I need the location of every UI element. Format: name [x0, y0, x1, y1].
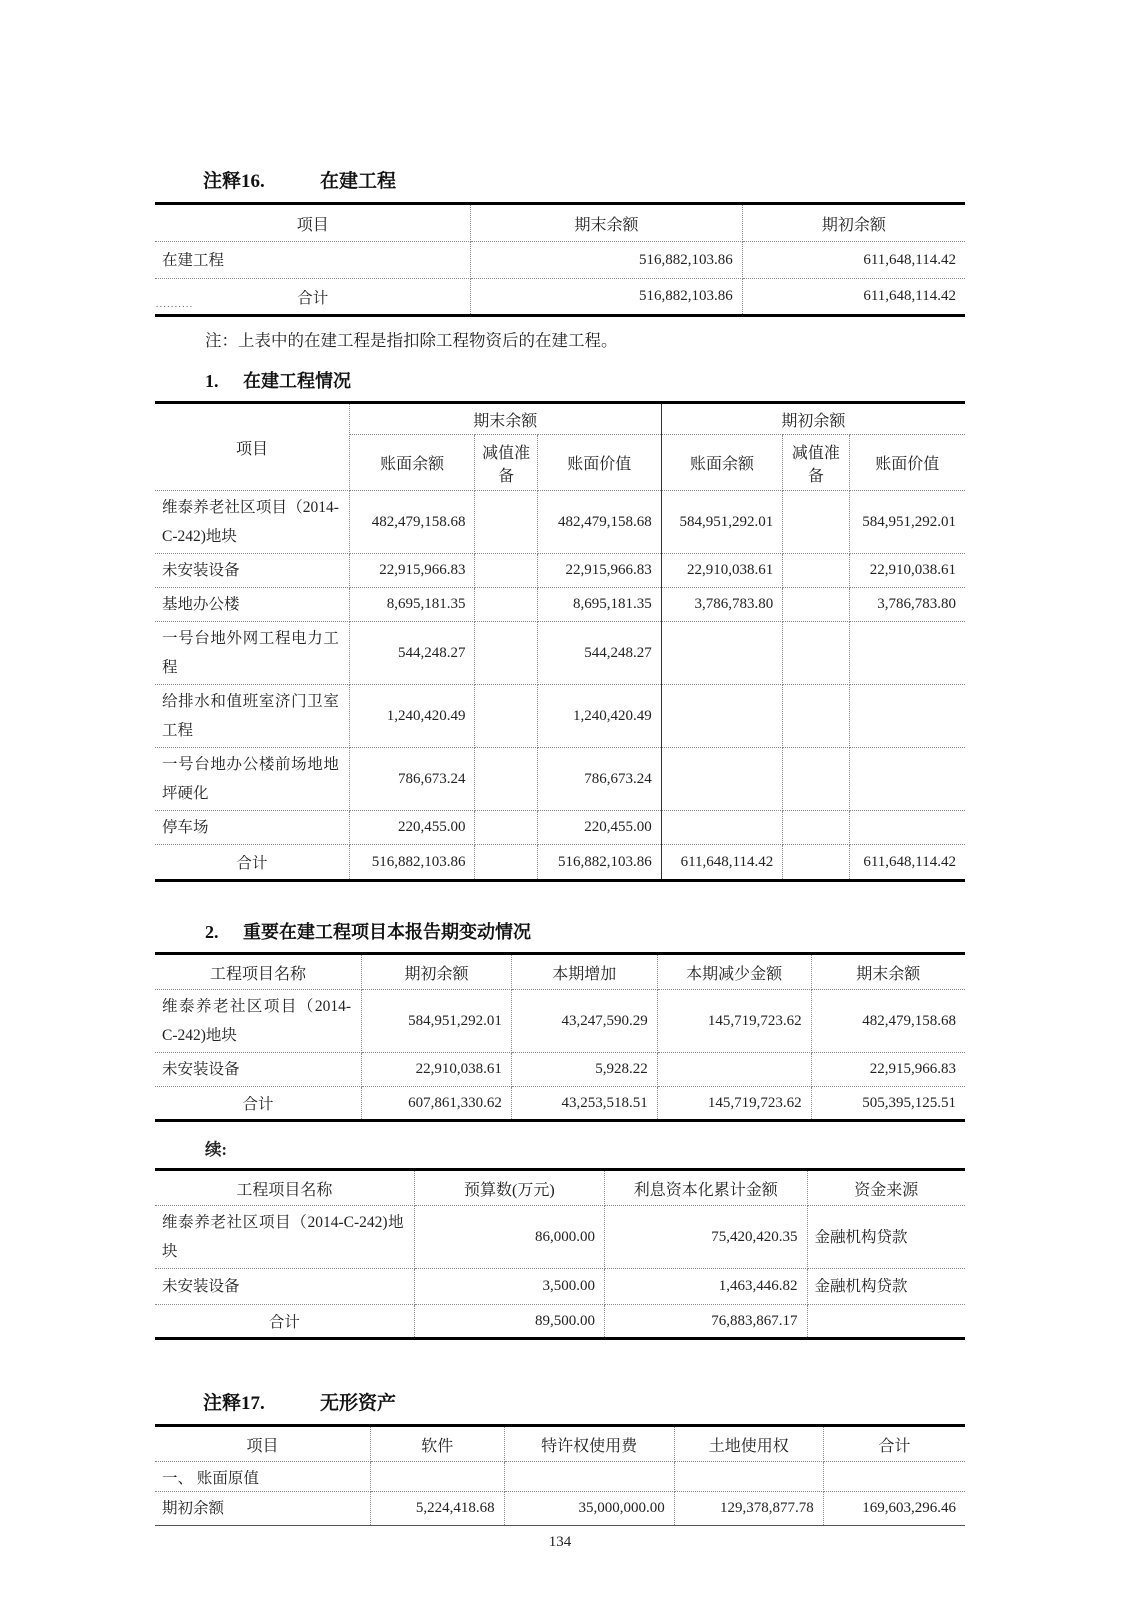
amount-cell: 22,915,966.83 [811, 1053, 965, 1087]
amount-cell: 22,915,966.83 [349, 554, 475, 588]
col-header-beginning: 期初余额 [742, 204, 965, 242]
amount-cell: 3,786,783.80 [661, 588, 783, 622]
amount-cell [661, 748, 783, 811]
document-page [155, 166, 965, 1551]
col-header-item: 项目 [155, 204, 471, 242]
row-label: 维泰养老社区项目（2014-C-242)地块 [155, 1206, 414, 1269]
col-header-impairment: 减值准备 [475, 435, 537, 491]
table-header-row [155, 403, 965, 435]
amount-cell [370, 1462, 504, 1492]
page-number: 134 [548, 1534, 572, 1550]
col-header-book-value: 账面价值 [537, 435, 661, 491]
table-row [155, 685, 965, 748]
amount-cell [475, 845, 537, 881]
row-label: 在建工程 [155, 242, 471, 279]
amount-cell [783, 491, 849, 554]
amount-cell [475, 491, 537, 554]
amount-cell: 505,395,125.51 [862, 1094, 956, 1111]
amount-cell: 169,603,296.46 [862, 1500, 956, 1516]
amount-cell: 3,500.00 [414, 1269, 604, 1305]
amount-cell: 22,910,038.61 [362, 1053, 512, 1087]
amount-cell: 1,463,446.82 [605, 1269, 808, 1305]
col-header-budget: 预算数(万元) [414, 1170, 604, 1206]
amount-cell: 516,882,103.86 [537, 845, 661, 881]
amount-cell: 8,695,181.35 [537, 588, 661, 622]
section-row [155, 1462, 965, 1492]
amount-cell [849, 622, 965, 685]
table-header-row [155, 1426, 965, 1462]
amount-cell: 516,882,103.86 [471, 242, 742, 279]
col-header-impairment: 减值准备 [783, 435, 849, 491]
amount-cell: 607,861,330.62 [362, 1087, 512, 1121]
table-row [155, 554, 965, 588]
note16-footnote: 注：上表中的在建工程是指扣除工程物资后的在建工程。 [205, 331, 618, 350]
col-header-ending: 期末余额 [811, 954, 965, 990]
section1-title: 在建工程情况 [243, 371, 351, 391]
total-row [155, 845, 965, 881]
amount-cell: 611,648,114.42 [863, 288, 956, 304]
amount-cell: 544,248.27 [349, 622, 475, 685]
amount-cell: 482,479,158.68 [537, 491, 661, 554]
amount-cell: 584,951,292.01 [661, 491, 783, 554]
amount-cell: 22,910,038.61 [661, 554, 783, 588]
amount-cell: 89,500.00 [414, 1305, 604, 1339]
col-header-beginning: 期初余额 [362, 954, 512, 990]
amount-cell: 611,648,114.42 [661, 845, 783, 881]
amount-cell: 220,455.00 [349, 811, 475, 845]
col-group-ending: 期末余额 [349, 403, 661, 435]
note17-label: 注释17. [203, 1393, 265, 1414]
col-header-book-value: 账面价值 [849, 435, 965, 491]
row-label: 期初余额 [155, 1492, 370, 1526]
amount-cell [849, 748, 965, 811]
revision-marker: .......... [156, 299, 194, 309]
amount-cell: 584,951,292.01 [849, 491, 965, 554]
table-row [155, 622, 965, 685]
funding-source-cell: 金融机构贷款 [807, 1206, 965, 1269]
table-row [155, 1053, 965, 1087]
amount-cell: 22,915,966.83 [537, 554, 661, 588]
col-group-beginning: 期初余额 [661, 403, 965, 435]
table-header-row [155, 1170, 965, 1206]
amount-cell [849, 811, 965, 845]
amount-cell [475, 685, 537, 748]
row-label: 一号台地办公楼前场地地坪硬化 [155, 748, 349, 811]
amount-cell [674, 1462, 823, 1492]
table-header-row [155, 204, 965, 242]
amount-cell [661, 811, 783, 845]
col-header-land-use-right: 土地使用权 [674, 1426, 823, 1462]
amount-cell: 5,224,418.68 [370, 1492, 504, 1526]
amount-cell [783, 685, 849, 748]
amount-cell: 145,719,723.62 [657, 990, 811, 1053]
col-header-book-balance: 账面余额 [349, 435, 475, 491]
amount-cell [661, 622, 783, 685]
row-label: 停车场 [155, 811, 349, 845]
col-header-total: 合计 [823, 1426, 965, 1462]
note16-heading [155, 166, 965, 193]
amount-cell: 76,883,867.17 [605, 1305, 808, 1339]
col-header-increase: 本期增加 [511, 954, 657, 990]
col-header-item: 项目 [155, 1426, 370, 1462]
amount-cell: 786,673.24 [537, 748, 661, 811]
table-row [155, 588, 965, 622]
col-header-capitalized-interest: 利息资本化累计金额 [605, 1170, 808, 1206]
amount-cell [475, 588, 537, 622]
col-header-franchise-fee: 特许权使用费 [504, 1426, 674, 1462]
row-label: 未安装设备 [155, 1053, 362, 1087]
amount-cell: 43,253,518.51 [511, 1087, 657, 1121]
amount-cell: 5,928.22 [511, 1053, 657, 1087]
amount-cell: 611,648,114.42 [742, 242, 965, 279]
total-label: 合计 [297, 289, 329, 307]
amount-cell [783, 811, 849, 845]
col-header-item: 项目 [155, 403, 349, 491]
amount-cell [783, 748, 849, 811]
amount-cell: 3,786,783.80 [849, 588, 965, 622]
note17-heading [155, 1388, 965, 1415]
section2-number: 2. [205, 922, 219, 942]
table-row [155, 990, 965, 1053]
cip-detail-table [155, 401, 965, 882]
col-header-project-name: 工程项目名称 [155, 954, 362, 990]
amount-cell: 1,240,420.49 [537, 685, 661, 748]
funding-source-cell: 金融机构贷款 [807, 1269, 965, 1305]
table-row [155, 491, 965, 554]
cip-budget-table [155, 1168, 965, 1340]
intangible-assets-table [155, 1424, 965, 1526]
col-header-project-name: 工程项目名称 [155, 1170, 414, 1206]
table-header-row [155, 954, 965, 990]
table-row [155, 1492, 965, 1526]
total-label: 合计 [155, 845, 349, 881]
amount-cell: 1,240,420.49 [349, 685, 475, 748]
amount-cell: 86,000.00 [414, 1206, 604, 1269]
table-row [155, 811, 965, 845]
amount-cell [657, 1053, 811, 1087]
amount-cell: 584,951,292.01 [362, 990, 512, 1053]
amount-cell: 220,455.00 [537, 811, 661, 845]
total-row [155, 1305, 965, 1339]
col-header-decrease: 本期减少金额 [657, 954, 811, 990]
table-row [155, 1269, 965, 1305]
amount-cell [475, 811, 537, 845]
amount-cell: 35,000,000.00 [504, 1492, 674, 1526]
section1-number: 1. [205, 371, 219, 391]
amount-cell: 43,247,590.29 [511, 990, 657, 1053]
amount-cell: 129,378,877.78 [674, 1492, 823, 1526]
section2-heading [155, 918, 965, 944]
amount-cell: 544,248.27 [537, 622, 661, 685]
total-label-cell [155, 279, 471, 316]
row-label: 维泰养老社区项目（2014-C-242)地块 [155, 990, 362, 1053]
section1-heading [155, 367, 965, 393]
total-row [155, 279, 965, 316]
amount-cell: 516,882,103.86 [471, 279, 742, 316]
amount-cell [783, 554, 849, 588]
cip-summary-table [155, 202, 965, 317]
amount-cell [475, 554, 537, 588]
amount-cell: 611,648,114.42 [863, 853, 956, 870]
row-label: 一、 账面原值 [155, 1462, 370, 1492]
amount-cell [475, 622, 537, 685]
amount-cell [661, 685, 783, 748]
row-label: 未安装设备 [155, 1269, 414, 1305]
amount-cell: 22,910,038.61 [849, 554, 965, 588]
row-label: 给排水和值班室济门卫室工程 [155, 685, 349, 748]
amount-cell [504, 1462, 674, 1492]
col-header-ending: 期末余额 [471, 204, 742, 242]
row-label: 基地办公楼 [155, 588, 349, 622]
row-label: 一号台地外网工程电力工程 [155, 622, 349, 685]
section2-title: 重要在建工程项目本报告期变动情况 [243, 922, 531, 942]
amount-cell [783, 845, 849, 881]
table-row [155, 242, 965, 279]
row-label: 未安装设备 [155, 554, 349, 588]
amount-cell [823, 1462, 965, 1492]
amount-cell [783, 622, 849, 685]
col-header-book-balance: 账面余额 [661, 435, 783, 491]
amount-cell: 145,719,723.62 [657, 1087, 811, 1121]
table-row [155, 1206, 965, 1269]
amount-cell [849, 685, 965, 748]
note17-title: 无形资产 [320, 1393, 397, 1414]
total-row [155, 1087, 965, 1121]
continued-label: 续: [205, 1140, 227, 1159]
cip-changes-table [155, 952, 965, 1122]
amount-cell: 482,479,158.68 [811, 990, 965, 1053]
total-label: 合计 [155, 1087, 362, 1121]
amount-cell: 75,420,420.35 [605, 1206, 808, 1269]
col-header-software: 软件 [370, 1426, 504, 1462]
row-label: 维泰养老社区项目（2014-C-242)地块 [155, 491, 349, 554]
note16-label: 注释16. [203, 171, 265, 192]
funding-source-cell [807, 1305, 965, 1339]
amount-cell: 786,673.24 [349, 748, 475, 811]
col-header-funding-source: 资金来源 [807, 1170, 965, 1206]
amount-cell: 8,695,181.35 [349, 588, 475, 622]
amount-cell: 516,882,103.86 [349, 845, 475, 881]
amount-cell [475, 748, 537, 811]
note16-title: 在建工程 [320, 171, 397, 192]
total-label: 合计 [155, 1305, 414, 1339]
amount-cell [783, 588, 849, 622]
table-row [155, 748, 965, 811]
amount-cell: 482,479,158.68 [349, 491, 475, 554]
